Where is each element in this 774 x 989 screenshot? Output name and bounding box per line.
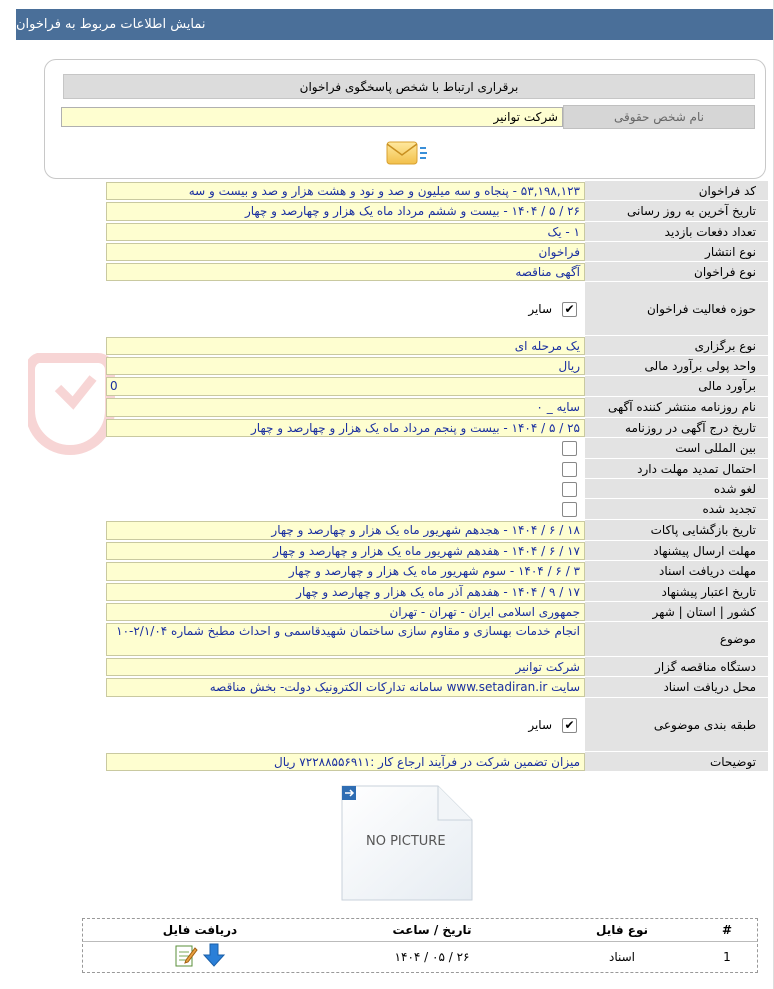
holding-type-value: یک مرحله ای <box>106 337 585 355</box>
col-download-header: دریافت فایل <box>83 919 317 941</box>
location-value: جمهوری اسلامی ایران - تهران - تهران <box>106 603 585 621</box>
row-subject: موضوع انجام خدمات بهسازی و مقاوم سازی ساختمان شهیدقاسمی و احداث مطبخ شماره ۲/۱/۰۴-۱۰ <box>106 622 768 657</box>
row-validity: تاریخ اعتبار پیشنهاد ۱۷ / ۹ / ۱۴۰۴ - هفدهم آذر ماه یک هزار و چهارصد و چهار <box>106 582 768 602</box>
row-renewed: تجدید شده <box>106 499 768 520</box>
estimate-value: 0 <box>106 377 585 396</box>
row-newspaper: نام روزنامه منتشر کننده آگهی سایه _ ۰ <box>106 397 768 418</box>
row-activity: حوزه فعالیت فراخوان ✔ سایر <box>106 282 768 336</box>
description-value: میزان تضمین شرکت در فرآیند ارجاع کار :۷۲۲۸۸۵۵۶۹۱۱ ریال <box>106 753 585 771</box>
row-description: توضیحات میزان تضمین شرکت در فرآیند ارجاع کار :۷۲۲۸۸۵۵۶۹۱۱ ریال <box>106 752 768 772</box>
row-canceled: لغو شده <box>106 479 768 499</box>
opening-value: ۱۸ / ۶ / ۱۴۰۴ - هجدهم شهریور ماه یک هزار و چهارصد و چهار <box>106 521 585 540</box>
news-date-value: ۲۵ / ۵ / ۱۴۰۴ - بیست و پنجم مرداد ماه یک هزار و چهارصد و چهار <box>106 419 585 437</box>
renewed-checkbox[interactable] <box>562 502 577 517</box>
download-arrow-icon[interactable] <box>202 942 226 968</box>
page-title: نمایش اطلاعات مربوط به فراخوان <box>16 17 206 32</box>
activity-checkbox-label: سایر <box>528 302 552 316</box>
table-row <box>83 941 757 972</box>
row-international: بین المللی است <box>106 438 768 459</box>
row-last-update: تاریخ آخرین به روز رسانی ۲۶ / ۵ / ۱۴۰۴ - بیست و ششم مرداد ماه یک هزار و چهارصد و چهار <box>106 201 768 222</box>
call-type-value: آگهی مناقصه <box>106 263 585 281</box>
row-holding-type: نوع برگزاری یک مرحله ای <box>106 336 768 356</box>
row-currency: واحد پولی برآورد مالی ریال <box>106 356 768 376</box>
row-estimate: برآورد مالی 0 <box>106 376 768 397</box>
row-doc-place: محل دریافت اسناد سایت www.setadiran.ir سامانه تدارکات الکترونیک دولت- بخش مناقصه <box>106 677 768 698</box>
contact-header[interactable]: برقراری ارتباط با شخص پاسخگوی فراخوان <box>63 74 755 99</box>
contact-panel <box>44 59 766 179</box>
page-title-bar <box>16 9 774 40</box>
legal-person-value: شرکت توانیر <box>61 107 563 127</box>
activity-checkbox[interactable]: ✔ <box>562 302 577 317</box>
category-checkbox[interactable]: ✔ <box>562 718 577 733</box>
row-opening: تاریخ بازگشایی پاکات ۱۸ / ۶ / ۱۴۰۴ - هجدهم شهریور ماه یک هزار و چهارصد و چهار <box>106 520 768 541</box>
newspaper-value: سایه _ ۰ <box>106 398 585 417</box>
last-update-value: ۲۶ / ۵ / ۱۴۰۴ - بیست و ششم مرداد ماه یک هزار و چهارصد و چهار <box>106 202 585 221</box>
col-num-header: # <box>697 919 757 941</box>
doc-place-value: سایت www.setadiran.ir سامانه تدارکات الکترونیک دولت- بخش مناقصه <box>106 678 585 697</box>
organizer-value: شرکت توانیر <box>106 658 585 676</box>
doc-deadline-value: ۳ / ۶ / ۱۴۰۴ - سوم شهریور ماه یک هزار و چهارصد و چهار <box>106 562 585 581</box>
file-type: اسناد <box>608 949 635 964</box>
visits-value: ۱ - یک <box>106 223 585 241</box>
row-news-date: تاریخ درج آگهی در روزنامه ۲۵ / ۵ / ۱۴۰۴ - بیست و پنجم مرداد ماه یک هزار و چهارصد و چهار <box>106 418 768 438</box>
code-value: ۵۳,۱۹۸,۱۲۳ - پنجاه و سه میلیون و صد و نود و هشت هزار و صد و بیست و سه <box>106 182 585 200</box>
canceled-checkbox[interactable] <box>562 482 577 497</box>
edit-document-icon[interactable] <box>174 942 198 968</box>
row-category: طبقه بندی موضوعی ✔ سایر <box>106 698 768 752</box>
row-location: کشور | استان | شهر جمهوری اسلامی ایران - تهران - تهران <box>106 602 768 622</box>
no-picture-text: NO PICTURE <box>366 834 446 849</box>
submit-deadline-value: ۱۷ / ۶ / ۱۴۰۴ - هفدهم شهریور ماه یک هزار و چهارصد و چهار <box>106 542 585 560</box>
file-date: ۲۶ / ۰۵ / ۱۴۰۴ <box>394 949 470 964</box>
row-call-type: نوع فراخوان آگهی مناقصه <box>106 262 768 282</box>
row-pub-type: نوع انتشار فراخوان <box>106 242 768 262</box>
mail-icon[interactable] <box>385 138 429 168</box>
row-doc-deadline: مهلت دریافت اسناد ۳ / ۶ / ۱۴۰۴ - سوم شهریور ماه یک هزار و چهارصد و چهار <box>106 561 768 582</box>
currency-value: ریال <box>106 357 585 375</box>
file-num: 1 <box>723 949 731 964</box>
pub-type-value: فراخوان <box>106 243 585 261</box>
row-submit-deadline: مهلت ارسال پیشنهاد ۱۷ / ۶ / ۱۴۰۴ - هفدهم شهریور ماه یک هزار و چهارصد و چهار <box>106 541 768 561</box>
subject-value: انجام خدمات بهسازی و مقاوم سازی ساختمان شهیدقاسمی و احداث مطبخ شماره ۲/۱/۰۴-۱۰ <box>106 623 585 656</box>
category-checkbox-label: سایر <box>528 718 552 732</box>
extension-checkbox[interactable] <box>562 462 577 477</box>
legal-person-label: نام شخص حقوقی <box>563 105 755 129</box>
row-visits: تعداد دفعات بازدید ۱ - یک <box>106 222 768 242</box>
validity-value: ۱۷ / ۹ / ۱۴۰۴ - هفدهم آذر ماه یک هزار و چهارصد و چهار <box>106 583 585 601</box>
international-checkbox[interactable] <box>562 441 577 456</box>
no-picture-image <box>338 782 476 904</box>
col-date-header: تاریخ / ساعت <box>317 919 547 941</box>
row-organizer: دستگاه مناقصه گزار شرکت توانیر <box>106 657 768 677</box>
row-code: کد فراخوان ۵۳,۱۹۸,۱۲۳ - پنجاه و سه میلیون و صد و نود و هشت هزار و صد و بیست و سه <box>106 181 768 201</box>
col-type-header: نوع فایل <box>547 919 697 941</box>
row-extension: احتمال تمدید مهلت دارد <box>106 459 768 479</box>
files-table <box>82 918 758 973</box>
